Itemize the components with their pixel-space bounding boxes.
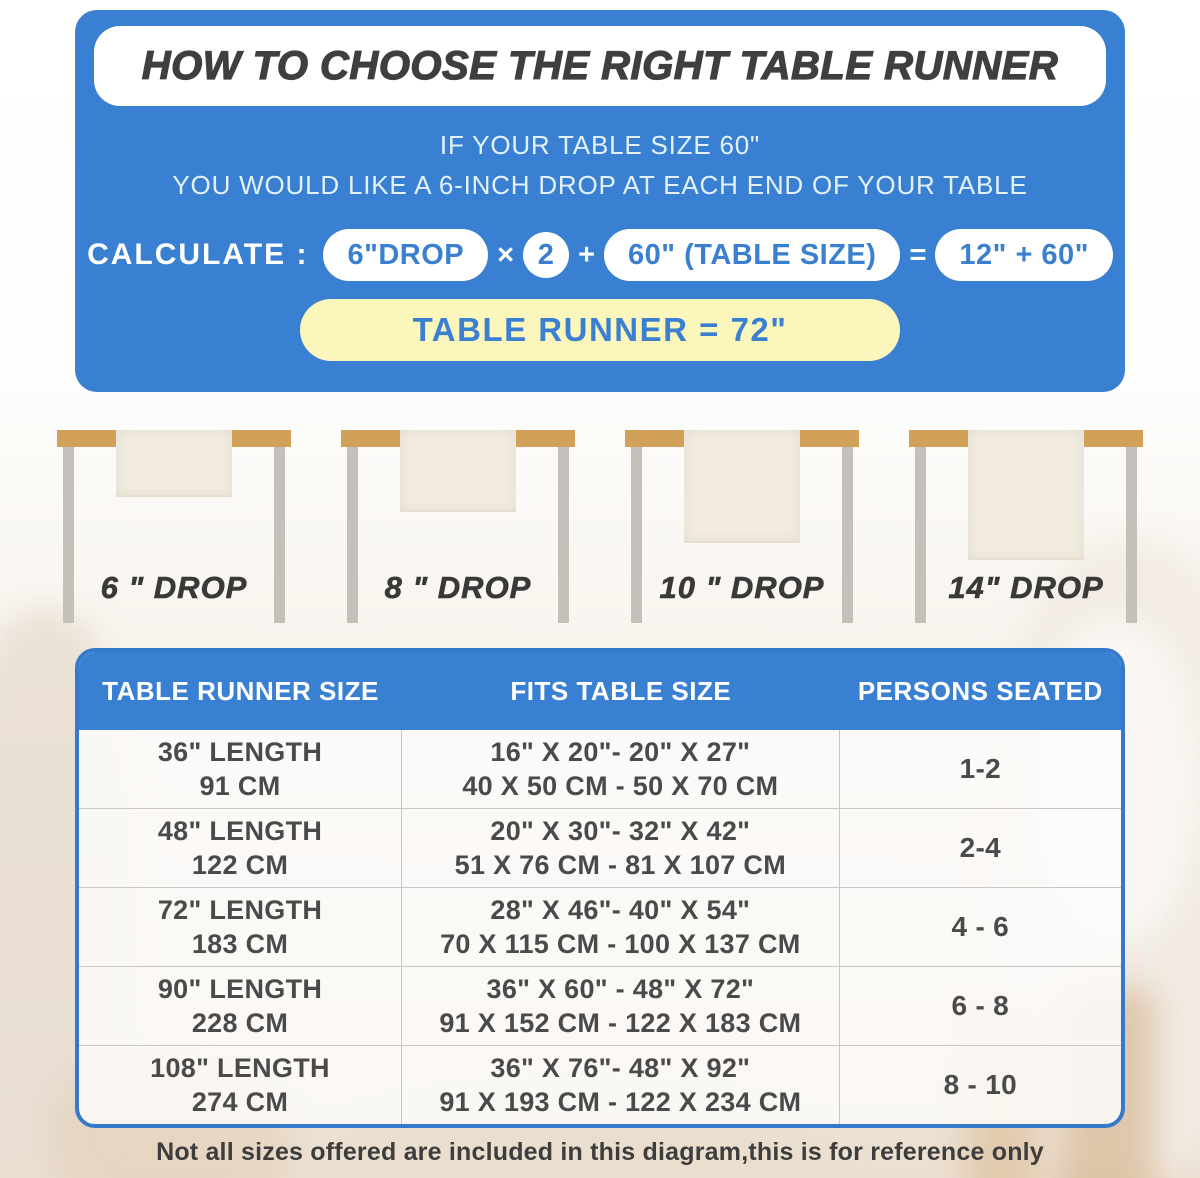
table-size-pill: 60" (TABLE SIZE) — [604, 229, 900, 281]
runner-size-cm: 183 CM — [191, 929, 289, 959]
table-runner-cloth — [684, 430, 800, 543]
table-runner-cloth — [400, 430, 516, 512]
page-title: HOW TO CHOOSE THE RIGHT TABLE RUNNER — [141, 43, 1059, 88]
persons-cell — [840, 809, 1121, 887]
plus-operator: + — [578, 238, 596, 271]
persons-seated: 6 - 8 — [951, 990, 1010, 1021]
table-illustration-10in — [611, 400, 873, 648]
persons-cell — [840, 730, 1121, 808]
runner-size-cell — [79, 1046, 402, 1124]
runner-size-cm: 274 CM — [191, 1087, 289, 1117]
drop-examples-row — [0, 400, 1200, 648]
multiply-operator: × — [497, 238, 515, 271]
persons-seated: 1-2 — [959, 753, 1001, 784]
fits-size-cell — [402, 730, 840, 808]
footer-note: Not all sizes offered are included in this diagram,this is for reference only — [156, 1138, 1044, 1166]
runner-size-cm: 228 CM — [191, 1008, 289, 1038]
sum-pill: 12" + 60" — [935, 229, 1113, 281]
fits-size-inches: 20" X 30"- 32" X 42" — [490, 816, 751, 846]
table-illustration-8in — [327, 400, 589, 648]
runner-size-cell — [79, 888, 402, 966]
fits-size-inches: 28" X 46"- 40" X 54" — [490, 895, 751, 925]
runner-size-inches: 90" LENGTH — [157, 974, 323, 1004]
drop-label: 8 " DROP — [384, 570, 532, 605]
table-row — [79, 730, 1121, 808]
column-header-fits-table: FITS TABLE SIZE — [510, 675, 732, 706]
runner-size-inches: 72" LENGTH — [157, 895, 323, 925]
table-illustration-6in — [43, 400, 305, 648]
fits-size-inches: 36" X 60" - 48" X 72" — [486, 974, 755, 1004]
fits-size-cm: 91 X 193 CM - 122 X 234 CM — [439, 1087, 802, 1117]
table-row — [79, 808, 1121, 887]
persons-cell — [840, 888, 1121, 966]
runner-size-inches: 108" LENGTH — [150, 1053, 330, 1083]
fits-size-cell — [402, 809, 840, 887]
column-header-runner-size: TABLE RUNNER SIZE — [102, 675, 379, 706]
subtitle-line-2: YOU WOULD LIKE A 6-INCH DROP AT EACH END OF YOUR TABLE — [172, 170, 1028, 200]
table-row — [79, 966, 1121, 1045]
fits-size-cm: 51 X 76 CM - 81 X 107 CM — [454, 850, 786, 880]
persons-seated: 2-4 — [959, 832, 1001, 863]
fits-size-inches: 16" X 20"- 20" X 27" — [490, 737, 751, 767]
fits-size-inches: 36" X 76"- 48" X 92" — [490, 1053, 751, 1083]
runner-size-cell — [79, 730, 402, 808]
persons-seated: 4 - 6 — [951, 911, 1010, 942]
runner-size-cell — [79, 967, 402, 1045]
fits-size-cm: 91 X 152 CM - 122 X 183 CM — [439, 1008, 802, 1038]
column-header-persons: PERSONS SEATED — [857, 675, 1103, 706]
runner-size-cm: 122 CM — [191, 850, 289, 880]
multiplier-pill: 2 — [523, 232, 569, 278]
drop-label: 14" DROP — [948, 570, 1104, 605]
table-illustration-14in — [895, 400, 1157, 648]
drop-value-pill: 6"DROP — [323, 229, 488, 281]
runner-size-inches: 36" LENGTH — [157, 737, 323, 767]
runner-result-pill: TABLE RUNNER = 72" — [300, 299, 900, 361]
fits-size-cm: 40 X 50 CM - 50 X 70 CM — [462, 771, 779, 801]
equals-operator: = — [909, 238, 927, 271]
table-runner-cloth — [968, 430, 1084, 560]
fits-size-cm: 70 X 115 CM - 100 X 137 CM — [440, 929, 801, 959]
fits-size-cell — [402, 967, 840, 1045]
size-chart-body — [79, 730, 1121, 1124]
persons-seated: 8 - 10 — [943, 1069, 1017, 1100]
size-chart-panel — [75, 648, 1125, 1128]
table-row — [79, 887, 1121, 966]
runner-size-cm: 91 CM — [199, 771, 281, 801]
table-row — [79, 1045, 1121, 1124]
hero-panel — [75, 10, 1125, 392]
runner-size-inches: 48" LENGTH — [157, 816, 323, 846]
subtitle-line-1: IF YOUR TABLE SIZE 60" — [439, 130, 761, 160]
calculate-label: CALCULATE : — [87, 238, 309, 271]
fits-size-cell — [402, 1046, 840, 1124]
runner-size-cell — [79, 809, 402, 887]
size-chart-header — [79, 652, 1121, 730]
title-box — [94, 26, 1106, 106]
drop-label: 6 " DROP — [100, 570, 248, 605]
fits-size-cell — [402, 888, 840, 966]
persons-cell — [840, 967, 1121, 1045]
drop-label: 10 " DROP — [659, 570, 825, 605]
persons-cell — [840, 1046, 1121, 1124]
table-runner-cloth — [116, 430, 232, 497]
formula-row — [87, 229, 1113, 281]
